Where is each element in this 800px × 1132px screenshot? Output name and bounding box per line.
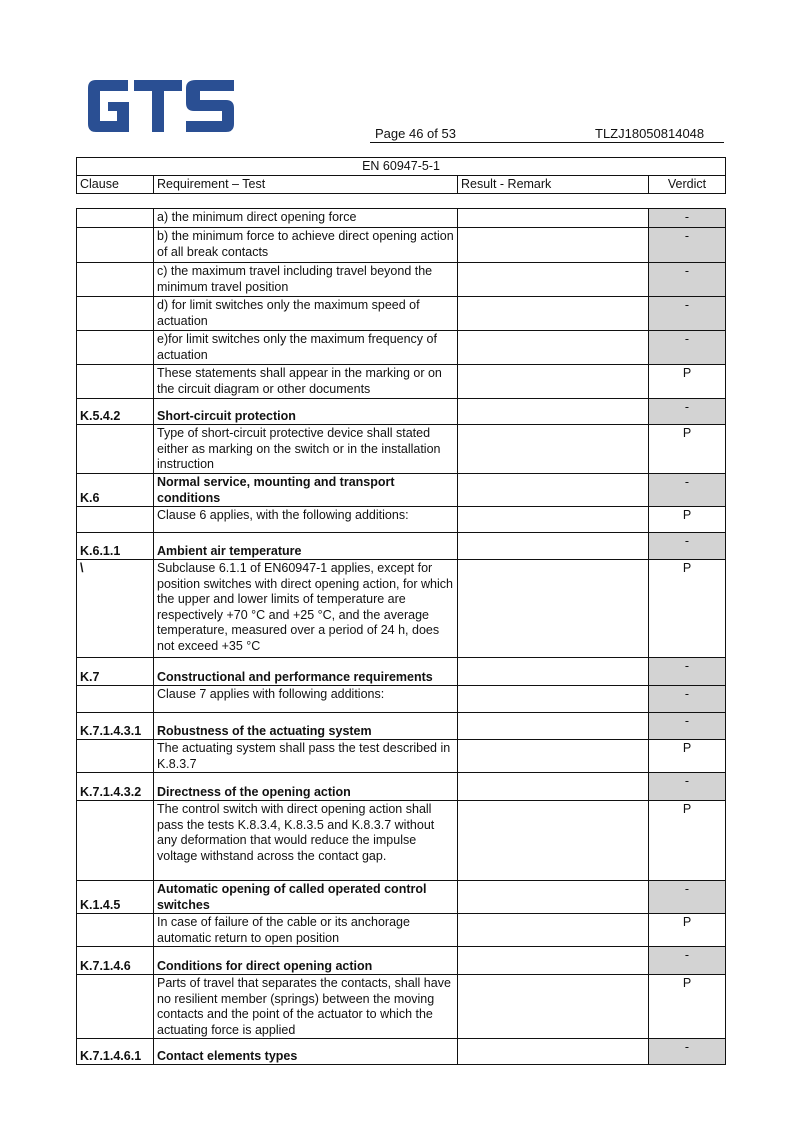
section-row [77,533,726,560]
col-header-result: Result - Remark [458,176,649,194]
requirement-cell: Clause 7 applies with following additions: [154,686,458,713]
table-row [77,209,726,228]
column-header-row [77,176,726,194]
result-cell [458,1039,649,1065]
result-cell [458,713,649,740]
requirement-cell: The control switch with direct opening action shall pass the tests K.8.3.4, K.8.3.5 and K.8.3.7 without any deformation that would reduce the impulse voltage withstand across the contact gap. [154,801,458,881]
verdict-cell: - [649,228,726,263]
clause-cell [77,425,154,474]
verdict-cell: P [649,560,726,658]
clause-cell [77,228,154,263]
result-cell [458,399,649,425]
requirement-cell: Clause 6 applies, with the following additions: [154,507,458,533]
result-cell [458,507,649,533]
verdict-cell: - [649,658,726,686]
clause-cell: K.7.1.4.3.1 [77,713,154,740]
clause-cell [77,507,154,533]
standard-header-table [76,157,726,194]
requirement-cell: a) the minimum direct opening force [154,209,458,228]
clause-cell [77,365,154,399]
table-row [77,507,726,533]
clause-cell: K.6.1.1 [77,533,154,560]
section-row [77,474,726,507]
section-row [77,773,726,801]
clause-cell: K.7.1.4.6.1 [77,1039,154,1065]
verdict-cell: P [649,914,726,947]
result-cell [458,297,649,331]
clause-cell [77,686,154,713]
table-row [77,297,726,331]
verdict-cell: P [649,801,726,881]
result-cell [458,560,649,658]
section-row [77,658,726,686]
standard-title: EN 60947-5-1 [77,158,726,176]
requirement-cell: In case of failure of the cable or its anchorage automatic return to open position [154,914,458,947]
result-cell [458,773,649,801]
verdict-cell: - [649,1039,726,1065]
requirement-cell: Short-circuit protection [154,399,458,425]
requirement-cell: Type of short-circuit protective device shall stated either as marking on the switch or in the installation instruction [154,425,458,474]
col-header-verdict: Verdict [649,176,726,194]
section-row [77,881,726,914]
result-cell [458,686,649,713]
result-cell [458,740,649,773]
requirement-cell: Contact elements types [154,1039,458,1065]
requirement-cell: Subclause 6.1.1 of EN60947-1 applies, except for position switches with direct opening action, for which the upper and lower limits of temperature are respectively +70 °C and +25 °C, and the average temperature, measured over a period of 24 h, does not exceed +35 °C [154,560,458,658]
table-row [77,228,726,263]
clause-cell [77,297,154,331]
report-number: TLZJ18050814048 [595,126,705,141]
table-row [77,560,726,658]
section-row [77,1039,726,1065]
table-row [77,365,726,399]
clause-cell: K.7.1.4.3.2 [77,773,154,801]
clause-cell: K.7.1.4.6 [77,947,154,975]
table-row [77,263,726,297]
verdict-cell: - [649,686,726,713]
verdict-cell: - [649,297,726,331]
result-cell [458,801,649,881]
requirement-cell: Ambient air temperature [154,533,458,560]
clause-cell: K.5.4.2 [77,399,154,425]
requirement-cell: Robustness of the actuating system [154,713,458,740]
verdict-cell: - [649,331,726,365]
verdict-cell: P [649,365,726,399]
verdict-cell: - [649,881,726,914]
col-header-clause: Clause [77,176,154,194]
section-row [77,399,726,425]
verdict-cell: - [649,533,726,560]
table-row [77,801,726,881]
verdict-cell: - [649,263,726,297]
requirement-cell: e)for limit switches only the maximum frequency of actuation [154,331,458,365]
table-row [77,425,726,474]
requirement-cell: Parts of travel that separates the contacts, shall have no resilient member (springs) between the moving contacts and the point of the actuator to which the actuating force is applied [154,975,458,1039]
result-cell [458,209,649,228]
result-cell [458,947,649,975]
verdict-cell: - [649,474,726,507]
requirement-cell: Constructional and performance requirements [154,658,458,686]
verdict-cell: - [649,947,726,975]
verdict-cell: - [649,399,726,425]
verdict-cell: P [649,975,726,1039]
clause-cell [77,914,154,947]
col-header-requirement: Requirement – Test [154,176,458,194]
result-cell [458,975,649,1039]
result-cell [458,365,649,399]
result-cell [458,881,649,914]
clause-cell [77,331,154,365]
requirement-cell: Normal service, mounting and transport conditions [154,474,458,507]
verdict-cell: - [649,773,726,801]
standard-row [77,158,726,176]
requirement-cell: The actuating system shall pass the test described in K.8.3.7 [154,740,458,773]
section-row [77,713,726,740]
requirements-table [76,208,726,1065]
table-row [77,740,726,773]
clause-cell [77,263,154,297]
clause-cell [77,740,154,773]
requirements-body [77,209,726,1065]
section-row [77,947,726,975]
result-cell [458,474,649,507]
clause-cell: K.1.4.5 [77,881,154,914]
header-rule [370,142,724,143]
result-cell [458,228,649,263]
result-cell [458,914,649,947]
result-cell [458,658,649,686]
table-row [77,914,726,947]
clause-cell [77,209,154,228]
result-cell [458,425,649,474]
requirement-cell: d) for limit switches only the maximum speed of actuation [154,297,458,331]
clause-cell: K.6 [77,474,154,507]
result-cell [458,263,649,297]
verdict-cell: - [649,209,726,228]
page-number: Page 46 of 53 [375,126,456,141]
gts-logo [84,78,236,134]
table-row [77,331,726,365]
verdict-cell: P [649,507,726,533]
result-cell [458,331,649,365]
clause-cell: \ [77,560,154,658]
requirement-cell: b) the minimum force to achieve direct opening action of all break contacts [154,228,458,263]
requirement-cell: These statements shall appear in the marking or on the circuit diagram or other documents [154,365,458,399]
clause-cell [77,801,154,881]
requirement-cell: c) the maximum travel including travel beyond the minimum travel position [154,263,458,297]
verdict-cell: P [649,425,726,474]
clause-cell: K.7 [77,658,154,686]
table-row [77,686,726,713]
verdict-cell: P [649,740,726,773]
requirement-cell: Conditions for direct opening action [154,947,458,975]
result-cell [458,533,649,560]
requirement-cell: Directness of the opening action [154,773,458,801]
requirement-cell: Automatic opening of called operated control switches [154,881,458,914]
clause-cell [77,975,154,1039]
table-row [77,975,726,1039]
verdict-cell: - [649,713,726,740]
